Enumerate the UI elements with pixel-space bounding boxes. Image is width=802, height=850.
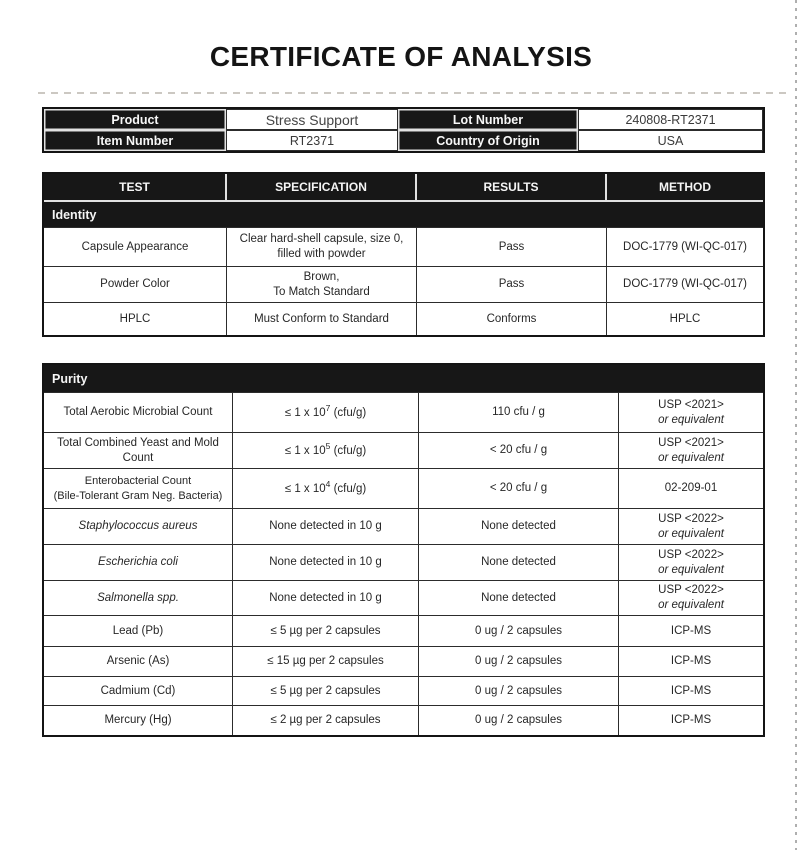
test-table-header-row (44, 174, 763, 200)
method-cell: USP <2022> or equivalent (658, 584, 724, 611)
lot-number-value: 240808-RT2371 (578, 109, 763, 130)
specification-cell: ≤ 15 µg per 2 capsules (233, 647, 419, 676)
results-cell: < 20 cfu / g (419, 433, 619, 468)
specification-cell: Brown, To Match Standard (227, 267, 417, 302)
test-name-cell: Enterobacterial Count (Bile-Tolerant Gram Neg. Bacteria) (44, 469, 233, 508)
specification-cell: None detected in 10 g (233, 509, 419, 544)
method-cell: ICP-MS (670, 714, 712, 727)
results-cell: Pass (417, 228, 607, 266)
specification-cell: ≤ 1 x $10^4$ (cfu/g) (233, 469, 419, 508)
specification-cell: ≤ 5 µg per 2 capsules (233, 616, 419, 646)
identity-row-hplc (44, 302, 763, 335)
test-name-cell: Mercury (Hg) (44, 706, 233, 735)
purity-row-staphylococcus (44, 508, 763, 544)
method-cell: USP <2021> or equivalent (658, 436, 724, 464)
document-title: CERTIFICATE OF ANALYSIS (209, 41, 593, 72)
item-number-label: Item Number (44, 130, 226, 151)
specification-cell: None detected in 10 g (233, 545, 419, 580)
specification-cell: ≤ 1 x $10^5$ (cfu/g) (233, 433, 419, 468)
product-info-table (42, 107, 765, 153)
specification-cell: Clear hard-shell capsule, size 0, filled with powder (227, 228, 417, 266)
results-cell: 0 ug / 2 capsules (419, 706, 619, 735)
header-test: TEST (44, 174, 227, 200)
method-cell: DOC-1779 (WI-QC-017) (623, 240, 747, 253)
specification-cell: None detected in 10 g (233, 581, 419, 615)
purity-row-cadmium (44, 676, 763, 705)
identity-test-table (42, 172, 765, 337)
results-cell: Conforms (417, 303, 607, 335)
method-cell: USP <2022> or equivalent (658, 548, 724, 576)
specification-cell: ≤ 2 µg per 2 capsules (233, 706, 419, 735)
purity-row-mercury (44, 705, 763, 735)
results-cell: 110 cfu / g (419, 393, 619, 432)
purity-row-total-aerobic (44, 392, 763, 432)
method-cell: HPLC (669, 312, 701, 325)
header-method: METHOD (659, 180, 711, 194)
results-cell: None detected (419, 545, 619, 580)
test-name-cell: Staphylococcus aureus (44, 509, 233, 544)
results-cell: None detected (419, 509, 619, 544)
results-cell: 0 ug / 2 capsules (419, 647, 619, 676)
test-name-cell: Total Aerobic Microbial Count (44, 393, 233, 432)
results-cell: 0 ug / 2 capsules (419, 616, 619, 646)
purity-row-lead (44, 615, 763, 646)
purity-row-enterobacterial (44, 468, 763, 508)
header-results: RESULTS (417, 174, 607, 200)
purity-row-escherichia (44, 544, 763, 580)
method-cell: ICP-MS (670, 684, 712, 697)
lot-number-label: Lot Number (398, 109, 578, 130)
product-label: Product (44, 109, 226, 130)
test-name-cell: Arsenic (As) (44, 647, 233, 676)
header-specification: SPECIFICATION (227, 174, 417, 200)
method-cell: ICP-MS (670, 624, 712, 637)
test-name-cell: HPLC (44, 303, 227, 335)
method-cell: ICP-MS (670, 655, 712, 668)
product-value: Stress Support (226, 109, 398, 130)
purity-test-table (42, 363, 765, 737)
purity-row-salmonella (44, 580, 763, 615)
test-name-cell: Powder Color (44, 267, 227, 302)
identity-row-powder-color (44, 266, 763, 302)
country-of-origin-value: USA (578, 130, 763, 151)
results-cell: 0 ug / 2 capsules (419, 677, 619, 705)
results-cell: < 20 cfu / g (419, 469, 619, 508)
method-cell: USP <2022> or equivalent (658, 512, 724, 540)
test-name-cell: Capsule Appearance (44, 228, 227, 266)
purity-row-yeast-mold (44, 432, 763, 468)
specification-cell: Must Conform to Standard (227, 303, 417, 335)
identity-row-capsule-appearance (44, 227, 763, 266)
method-cell: USP <2021> or equivalent (658, 398, 724, 426)
test-name-cell: Lead (Pb) (44, 616, 233, 646)
specification-cell: ≤ 5 µg per 2 capsules (233, 677, 419, 705)
identity-section-bar: Identity (44, 200, 763, 227)
method-cell: DOC-1779 (WI-QC-017) (623, 278, 747, 291)
results-cell: Pass (417, 267, 607, 302)
purity-section-bar: Purity (44, 365, 763, 392)
country-of-origin-label: Country of Origin (398, 130, 578, 151)
scan-dotted-separator (38, 92, 790, 94)
test-name-cell: Escherichia coli (44, 545, 233, 580)
test-name-cell: Salmonella spp. (44, 581, 233, 615)
scan-edge-artifact (795, 0, 797, 850)
method-cell: 02-209-01 (664, 482, 718, 495)
item-number-value: RT2371 (226, 130, 398, 151)
test-name-cell: Cadmium (Cd) (44, 677, 233, 705)
test-name-cell: Total Combined Yeast and Mold Count (44, 433, 233, 468)
purity-row-arsenic (44, 646, 763, 676)
specification-cell: ≤ 1 x $10^7$ (cfu/g) (233, 393, 419, 432)
results-cell: None detected (419, 581, 619, 615)
